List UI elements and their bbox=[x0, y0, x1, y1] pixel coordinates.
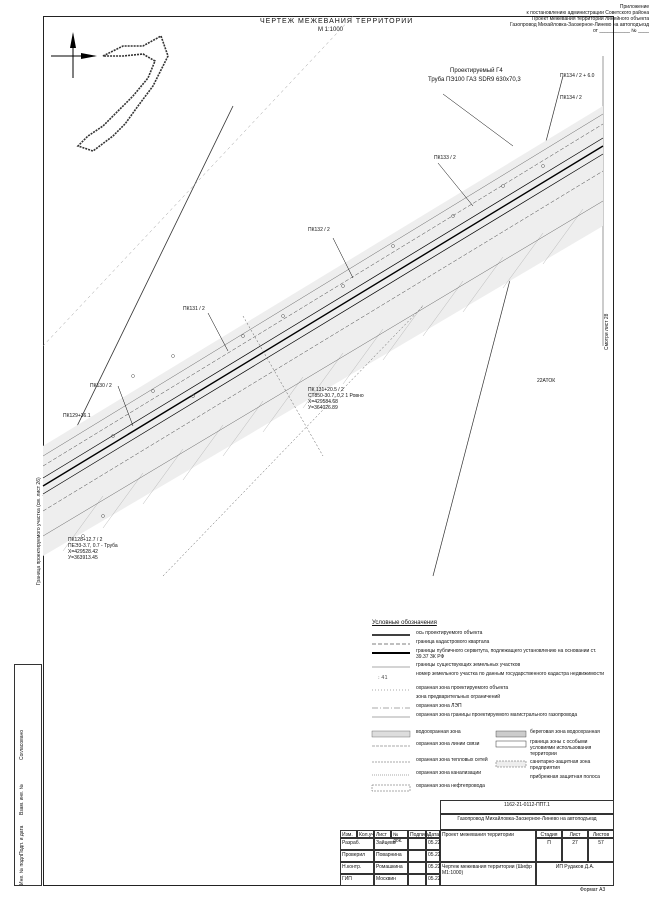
legend-label: ось проектируемого объекта bbox=[416, 630, 483, 636]
signer-role: ГИП bbox=[340, 874, 374, 886]
title-block bbox=[340, 800, 614, 886]
svg-text:: 41: : 41 bbox=[378, 675, 388, 681]
format-label: Формат А3 bbox=[580, 887, 606, 893]
doc-title: Проект межевания территории bbox=[440, 830, 536, 862]
appendix-line: от ___________ № ____ bbox=[592, 28, 649, 34]
legend-label: охранная зона тепловых сетей bbox=[416, 757, 488, 763]
signature bbox=[408, 838, 426, 850]
signature bbox=[408, 850, 426, 862]
legend-item bbox=[496, 774, 612, 788]
legend-label: граница кадастрового квартала bbox=[416, 639, 490, 645]
signer-date: 05.22 bbox=[426, 850, 440, 862]
signature bbox=[408, 874, 426, 886]
legend-label: охранная зона границы проектируемого магистрального газопровода bbox=[416, 712, 578, 718]
col-head: Лист bbox=[374, 830, 391, 838]
legend-title: Условные обозначения bbox=[372, 620, 437, 626]
legend-item bbox=[372, 671, 612, 685]
pipe-label-2: Труба ПЭ100 ГАЗ SDR9 630х70,3 bbox=[428, 77, 521, 83]
col-head: Изм. bbox=[340, 830, 357, 838]
stage-head: Стадия bbox=[536, 830, 562, 838]
location-outline bbox=[78, 36, 168, 151]
note-line: Х=429584.68 bbox=[308, 399, 338, 405]
legend-item bbox=[372, 712, 612, 726]
sheets-value: 57 bbox=[588, 838, 614, 862]
pk-label: ПК134 / 2 bbox=[560, 95, 582, 101]
signer-date: 05.22 bbox=[426, 862, 440, 874]
legend-item bbox=[372, 648, 612, 662]
signature bbox=[408, 862, 426, 874]
legend-label: границы публичного сервитута, подлежащего установлению на основании ст. 39.37 ЗК РФ bbox=[416, 648, 597, 660]
signer-date: 05.22 bbox=[426, 838, 440, 850]
pk128-note bbox=[68, 537, 118, 561]
note-line: ПЕЭ3-3.7, 0.7 - Труба bbox=[68, 543, 118, 549]
legend-label: санитарно-защитная зона предприятия bbox=[530, 759, 591, 771]
legend-label: охранная зона канализации bbox=[416, 770, 481, 776]
note-line: У=364026.89 bbox=[308, 405, 338, 411]
sheet-value: 27 bbox=[562, 838, 588, 862]
legend-item bbox=[496, 729, 612, 739]
signer-role: Проверил bbox=[340, 850, 374, 862]
legend-item bbox=[372, 783, 492, 793]
drawing-note: 22АТОК bbox=[537, 378, 556, 384]
col-head: Подпись bbox=[410, 832, 430, 838]
signer-role: Разраб. bbox=[340, 838, 374, 850]
map-drawing bbox=[43, 16, 614, 616]
organization: ИП Рудаков Д.А. bbox=[536, 862, 614, 886]
legend-label: охранная зона ЛЭП bbox=[416, 703, 462, 709]
pk-label: ПК129+36.1 bbox=[63, 413, 91, 419]
signer-name: Зайцева bbox=[374, 838, 408, 850]
legend-item bbox=[496, 739, 612, 757]
legend-label: номер земельного участка по данным государственного кадастра недвижимости bbox=[416, 671, 605, 677]
col-head: Кол.уч bbox=[359, 832, 374, 838]
note-line: СТ850-30.7, 0,2 1 Ровно bbox=[308, 393, 364, 399]
legend-item bbox=[372, 741, 492, 755]
signer-role: Н.контр. bbox=[340, 862, 374, 874]
col-head: Дата bbox=[428, 832, 440, 838]
appendix-line: Приложение bbox=[619, 4, 649, 10]
side-stamp-label: Подп. и дата bbox=[19, 825, 25, 855]
pk131-note bbox=[308, 387, 364, 411]
appendix-line: Газопровод Михайловка-Заозерное-Линево на автоподъезд bbox=[510, 22, 649, 28]
vertical-note-left: Граница проектируемого участка (см. лист 26) bbox=[36, 477, 42, 585]
legend-label: границы существующих земельных участков bbox=[416, 662, 521, 668]
signer-name: Москвин bbox=[374, 874, 408, 886]
doc-code: 1162-21-0112-ППТ.1 bbox=[440, 800, 614, 814]
legend-label: охранная зона нефтепровода bbox=[416, 783, 485, 789]
sheets-head: Листов bbox=[588, 830, 614, 838]
legend-item bbox=[372, 729, 492, 739]
appendix-line: к постановлению администрации Советского района bbox=[526, 10, 649, 16]
legend-label: водоохранная зона bbox=[416, 729, 461, 735]
drawing-title: ЧЕРТЕЖ МЕЖЕВАНИЯ ТЕРРИТОРИИ bbox=[260, 18, 414, 25]
sheet-title: Чертеж межевания территории (Шифр М1:1000) bbox=[440, 862, 536, 886]
legend-item bbox=[372, 770, 492, 780]
pipe-label-1: Проектируемый Г4 bbox=[450, 68, 503, 74]
drawing-scale: М 1:1000 bbox=[318, 27, 344, 33]
pk-label: ПК133 / 2 bbox=[434, 155, 456, 161]
note-line: ПК128+12.7 / 2 bbox=[68, 537, 103, 543]
legend-label: прибрежная защитная полоса bbox=[530, 774, 600, 780]
pk-label: ПК134 / 2 + 6.0 bbox=[560, 73, 595, 79]
legend-label: зона предварительных ограничений bbox=[416, 694, 501, 700]
north-arrow-icon bbox=[51, 32, 97, 78]
legend-item bbox=[496, 759, 612, 773]
stage-value: П bbox=[536, 838, 562, 862]
legend-label: береговая зона водоохранная bbox=[530, 729, 600, 735]
side-note: Смотри лист 28 bbox=[604, 313, 610, 350]
signer-name: Поварнина bbox=[374, 850, 408, 862]
side-stamp-label: Инв. № подл. bbox=[19, 853, 25, 885]
legend-item bbox=[372, 757, 492, 767]
side-stamp-label: Взам. инв. № bbox=[19, 784, 25, 815]
side-stamp bbox=[14, 664, 42, 886]
pk-label: ПК131 / 2 bbox=[183, 306, 205, 312]
note-line: ПК 131+20.5 / 2 bbox=[308, 387, 344, 393]
legend-label: граница зоны с особыми условиями использования территории bbox=[530, 739, 592, 757]
col-head: № док. bbox=[391, 830, 408, 838]
object-name: Газопровод Михайловка-Заозерное-Линево на автоподъезд bbox=[440, 814, 614, 830]
sheet-head: Лист bbox=[562, 830, 588, 838]
pk-label: ПК130 / 2 bbox=[90, 383, 112, 389]
legend-label: охранная зона проектируемого объекта bbox=[416, 685, 509, 691]
note-line: У=363913.45 bbox=[68, 555, 98, 561]
side-stamp-label: Согласовано bbox=[19, 729, 25, 760]
signer-name: Ромашкина bbox=[374, 862, 408, 874]
appendix-line: Проект межевания территории линейного объекта bbox=[531, 16, 649, 22]
signer-date: 05.22 bbox=[426, 874, 440, 886]
pk-label: ПК132 / 2 bbox=[308, 227, 330, 233]
legend-label: охранная зона линии связи bbox=[416, 741, 480, 747]
note-line: Х=429528.42 bbox=[68, 549, 98, 555]
